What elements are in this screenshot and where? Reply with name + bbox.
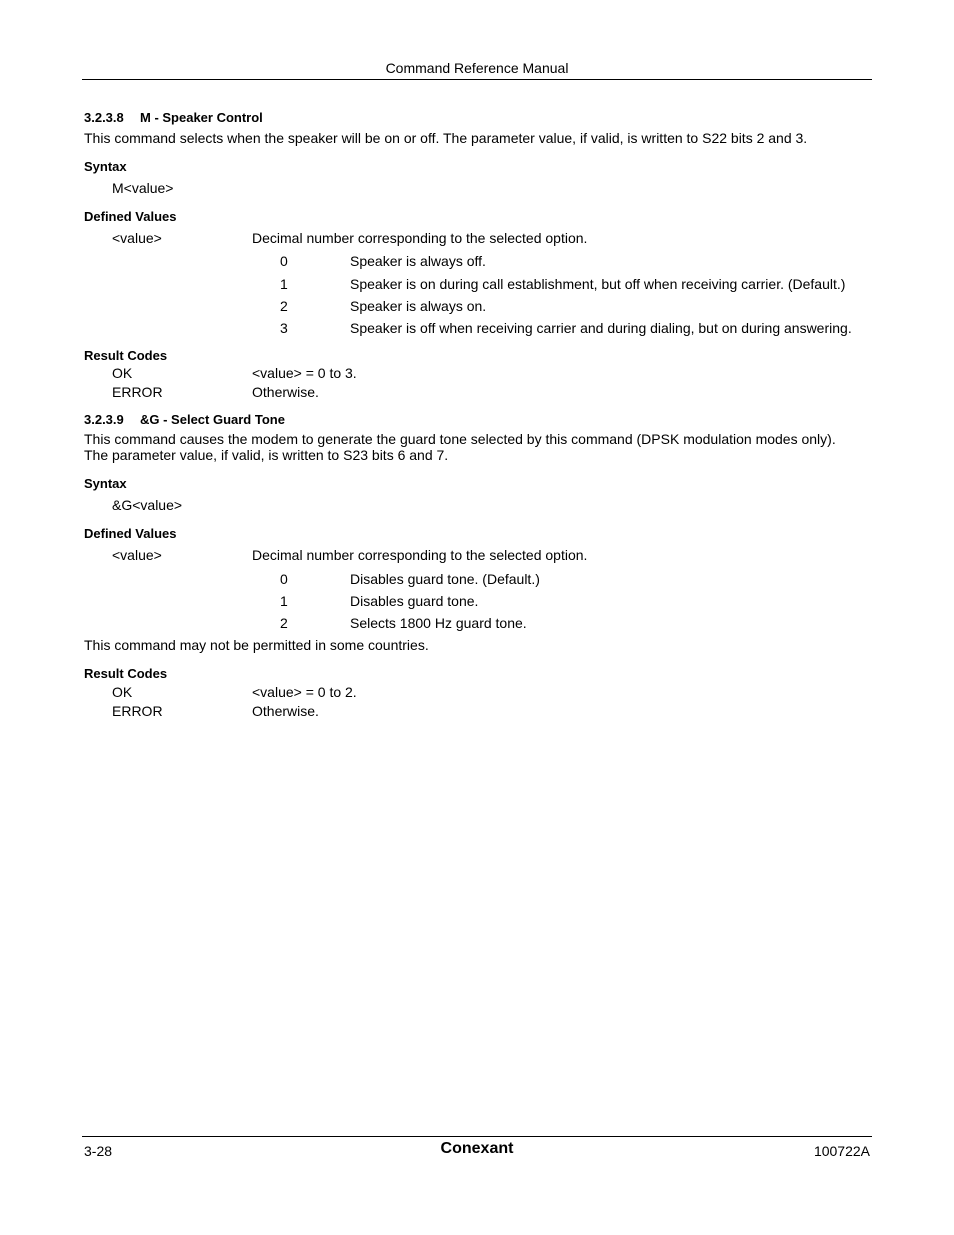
syntax-value: M<value> — [112, 180, 174, 196]
syntax-value: &G<value> — [112, 497, 183, 513]
header-rule — [82, 79, 872, 80]
section-intro: This command selects when the speaker will be on or off. The parameter value, if valid, is written to S22 bits 2 and 3. — [84, 130, 808, 146]
page-number: 3-28 — [84, 1143, 113, 1159]
section-intro: This command causes the modem to generate the guard tone selected by this command (DPSK modulation modes only). — [84, 431, 836, 447]
param-name: <value> — [112, 230, 162, 246]
option-value: 3 — [280, 320, 288, 336]
option-text: Disables guard tone. — [350, 593, 479, 609]
syntax-heading: Syntax — [84, 476, 127, 491]
section-number: 3.2.3.9 — [84, 412, 124, 427]
result-codes-heading: Result Codes — [84, 666, 168, 681]
footer-rule — [82, 1136, 872, 1137]
page-header-title: Command Reference Manual — [385, 60, 569, 76]
param-description: Decimal number corresponding to the selected option. — [252, 547, 588, 563]
result-description: Otherwise. — [252, 703, 319, 719]
option-text: Speaker is always off. — [350, 253, 486, 269]
section-number: 3.2.3.8 — [84, 110, 124, 125]
result-codes-heading: Result Codes — [84, 348, 168, 363]
result-description: Otherwise. — [252, 384, 319, 400]
section-intro: The parameter value, if valid, is written to S23 bits 6 and 7. — [84, 447, 449, 463]
option-text: Disables guard tone. (Default.) — [350, 571, 540, 587]
defined-values-heading: Defined Values — [84, 209, 177, 224]
option-text: Speaker is always on. — [350, 298, 487, 314]
result-code: ERROR — [112, 384, 163, 400]
result-description: <value> = 0 to 2. — [252, 684, 357, 700]
section-title: &G - Select Guard Tone — [140, 412, 285, 427]
option-value: 1 — [280, 276, 288, 292]
param-description: Decimal number corresponding to the selected option. — [252, 230, 588, 246]
section-title: M - Speaker Control — [140, 110, 263, 125]
option-value: 0 — [280, 571, 288, 587]
section-note: This command may not be permitted in some countries. — [84, 637, 429, 653]
option-value: 2 — [280, 298, 288, 314]
result-code: ERROR — [112, 703, 163, 719]
result-code: OK — [112, 365, 133, 381]
defined-values-heading: Defined Values — [84, 526, 177, 541]
document-number: 100722A — [813, 1143, 870, 1159]
result-code: OK — [112, 684, 133, 700]
option-value: 0 — [280, 253, 288, 269]
footer-company: Conexant — [440, 1140, 514, 1157]
option-text: Speaker is off when receiving carrier and during dialing, but on during answering. — [350, 320, 852, 336]
option-value: 2 — [280, 615, 288, 631]
option-value: 1 — [280, 593, 288, 609]
result-description: <value> = 0 to 3. — [252, 365, 357, 381]
syntax-heading: Syntax — [84, 159, 127, 174]
option-text: Speaker is on during call establishment, but off when receiving carrier. (Default.) — [350, 276, 846, 292]
option-text: Selects 1800 Hz guard tone. — [350, 615, 527, 631]
param-name: <value> — [112, 547, 162, 563]
